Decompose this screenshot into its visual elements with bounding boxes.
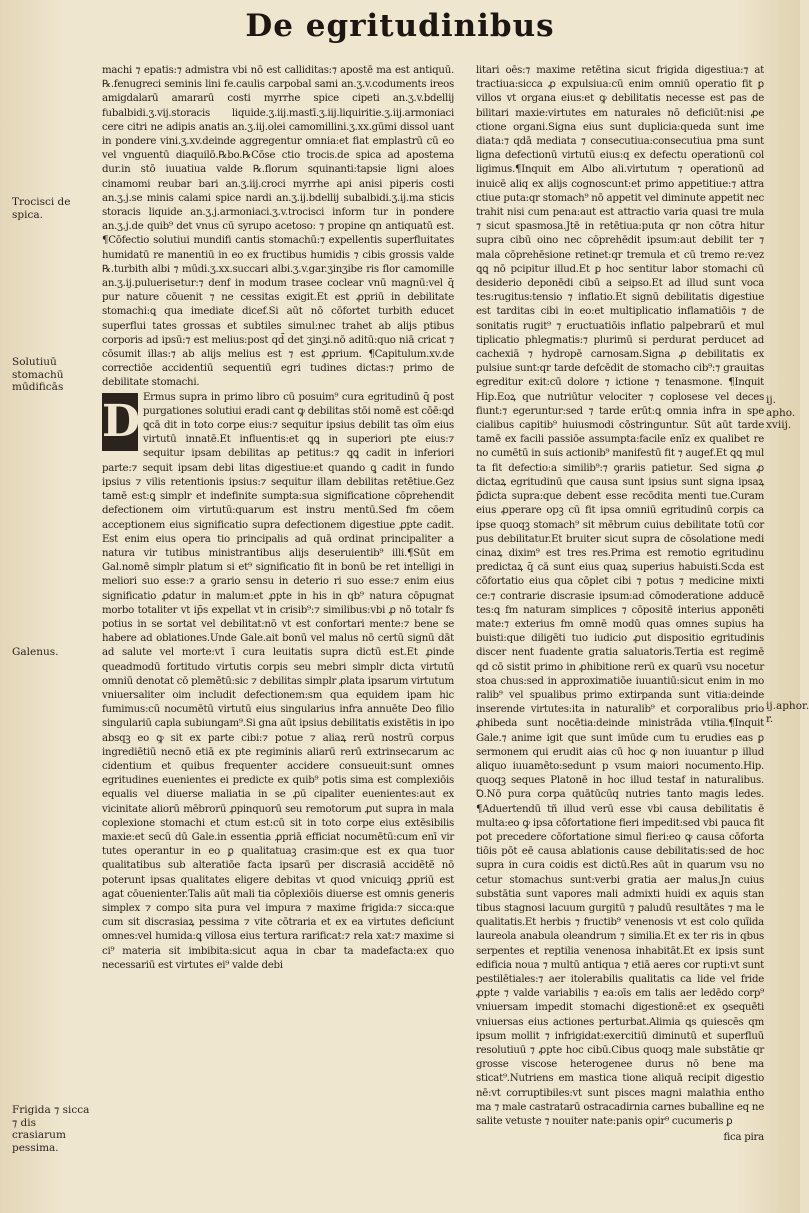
margin-note-trocisci: Trocisci de spica. [12,196,71,221]
right-column [476,64,764,1145]
margin-note-hippocrates: ij. apho. xviij. [766,394,796,431]
left-paragraph-2 [102,391,454,973]
left-paragraph-2-text: Ermus supra in primo libro cū posuim⁹ cura egritudinū q̄ post purgationes solutiui eradi cant ꝙ debilitas stōi nomē est cōē:ꝗd ꝗcā dit in toto corpe eius:⁊ sequitur ipsius debilit tas oīm eius virtutū innatē.Et influentis:et ꝗꝗ in superiori pte eius:⁊ sequitur ipsam debilitas ap petitus:⁊ ꝗꝗ cadit in inferiori parte:⁊ sequit ipsam debi litas digestiue:et quando ꝗ cadit in fundo ipsius ⁊ vilis retentionis ipsius:⁊ sequitur illam debilitas retētiue.Gez tamē est:ꝗ simplr et indefinite sumpta:sua significatione cōprehendit defectionem oim virtutū:quarum est instru mentū.Sed fm cōem acceptionem eius significatio supra defectionem digestiue ꝓpte cadit. Est enim eius opera tio principalis ad quā ordinat principaliter a natura vir tutibus ministrantibus alijs deseruientib⁹ illi.¶Sūt em Gal.nomē simplr platum si et⁹ significatio fit in bonū be ret intelligi in meliori suo esse:⁊ a ꝯrario sensu in deterio ri suo esse:⁊ enim eius significatio ꝓdatur in malum:et ꝓpte in his in qb⁹ natura cōpugnat morbo totaliter vt ip̄s expellat vt in crisib⁹:⁊ similibus:vbi ꝓ nō totalr fs potius in se sortat vel debilitat:nō vt est confortari mente:⁊ bene se habere ad oblationes.Unde Gale.ait bonū vel malus nō certū signū dāt ad salute vel morte:vt ī cura leuitatis supra dictū est.Et ꝓinde queadmodū fortitudo virtutis corpis seu mebri simplr dicta virtutū omniū denotat cō plemētū:sic ⁊ debilitas simplr ꝓlata ipsarum virtutum vniuersaliter oim includit defectionem:sm qua equidem ipam hic fumimus:cū nocumētū virtutū eius singularius infra annuēte Deo filio singulariū capla subiungam⁹.Si gna aūt ipsius debilitatis existētis in ipo absqꝫ eo ꝙ sit ex parte cibi:⁊ potue ⁊ aliaꝝ rerū nostrū corpus ingrediētiū necnō etiā ex pte regiminis aliarū rerū extrinsecarum ac cidentium et quibus frequenter accidere consueuit:sunt omnes egritudines euenientes ei predicte ex quib⁹ potis sima est complexiōis equalis vel diuerse maliatia in se ꝓū cipaliter euenientes:aut ex vicinitate aliorū mēbrorū ꝓpinquorū seu remotorum ꝓut supra in mala coplexione stomachi et ctum est:cū sit in toto corpe eius extēsibilis maxie:et secū dū Gale.in essentia ꝓpriā efficiat nocumētū:cum enī vir tutes operantur in eo ꝑ qualitatuaꝫ crasim:que est ex qua tuor qualitatibus sub alteratiōe facta ipsarū per discrasiā accidētē nō poterunt ipsas qualitates eligere debitas vt quod vnicuiqꝫ ꝓpriū est agat cōuenienter.Talis aūt mali tia cōplexiōis diuerse est omnis generis simplex ⁊ compo sita pura vel impura ⁊ maxime frigida:⁊ sicca:que cum sit discrasiaꝝ pessima ⁊ vite cōtraria et ex ea virtutes deficiunt omnes:vel humida:ꝗ villosa eius tertura rarificat:⁊ rela xat:⁊ maxime si ci⁹ materia sit imbibita:sicut aqua in cbar ta madefacta:ex quo necessariū est virtutes ei⁹ valde debi [102,391,454,971]
left-paragraph-1: machi ⁊ epatis:⁊ admistra vbi nō est calliditas:⁊ apostē ma est antiquū. ℞.fenugreci seminis lini fe.caulis carpobal sami an.ʒ.v.coduments ireos amigdalarū amararū costi myrrhe spice cipeti an.ʒ.v.bdellij fubalbidi.ʒ.vij.storacis liquide.ʒ.iij.mastī.ʒ.iij.liquiritie.ʒ.iij.armoniaci cere citri ne adipis anatis an.ʒ.iij.olei camomillini.ʒ.xx.gūmi dissol uant in pondere vini.ʒ.xv.deinde aggregentur omnia:et fiat emplastrū cū eo vel vnguentū diaquilō.℞bo.℞Cōse ctio trocis.de spica ad apostema dur.in stō iuuatiua valde ℞.florum squinanti:tapsie ligni aloes cinamomi reubar bari an.ʒ.iij.croci myrrhe api anisi piperis costi an.ʒ.j.se minis calami spice nardi an.ʒ.ij.bdellij subalbidi.ʒ.ij.ma sticis storacis liquide an.ʒ.j.armoniaci.ʒ.v.trocisci inform tur in pondere an.ʒ.j.de quib⁹ det vnus cū syrupo acetoso: ⁊ propine qn antiquatū est. ¶Cōfectio solutiui mundifi cantis stomachū:⁊ expellentis superfluitates humidatū re manentiū in eo ex fructibus humidis ⁊ cibis grossis valde ℞.turbith albi ⁊ mūdi.ʒ.xx.succari albi.ʒ.v.gar.ʒinʒibe ris flor camomille an.ʒ.ij.puluerisetur:⁊ denf in modum trasee coclear vnū magnū:vel q̄ pur nature cōuenit ⁊ ne cessitas exigit.Et est ꝓpriū in debilitate stomachi:ꝗ qua imediate dicef.Si aūt nō cōfortet turbith educet superflui tates grossas et subtiles simul:nec trahet ab alijs ptibus corporis ad ipsū:⁊ est melius:post qd̄ det ʒinʒi.nō aditū:quo niā cricat ⁊ cōsumit illas:⁊ ab alijs melius est ⁊ est ꝓprium. ¶Capitulum.xv.de correctiōe accidentiū sequentiū egri tudines dictas:⁊ primo de debilitate stomachi. [102,65,454,389]
margin-note-galenus: Galenus. [12,646,59,658]
right-paragraph: litari oēs:⁊ maxime retētina sicut frigida digestiua:⁊ at tractiua:sicca ꝓ expulsiua:cū enim omniū operatio fit ꝑ villos vt organa eius:et ꝙ debilitatis necesse est ꝑas de bilitari maxie:virtutes em naturales nō deficiūt:nisi ꝓe ctione organi.Signa eius sunt duplicia:queda sunt ime diata:⁊ qdā mediata ⁊ consecutiua:consecutiua pma sunt ligna defectionū virtutū eius:q ex defectu operationū col ligimus.¶Inquit em Albo ali.virtutum ⁊ operationū ad inuicē aliq ex alijs cognoscunt:et primo appetitiue:⁊ attra ctiue puta:qr stomach⁹ nō appetit vel diminute appetit nec trahit nisi cum pena:aut est attractio varia quasi tre mula ⁊ sicut spasmosa.Jtē in retētiua:puta qr non cōtra hitur supra cibū oino nec cōprehēdit ipsum:aut debilit ter ⁊ mala cōprehēsione retinet:qr tremula et cū tremo re:vez ꝗꝗ nō pcipitur illud.Et ꝑ hoc sentitur labor stomachi cū desiderio deponēdi cibū a seipso.Et ad illud sunt voca tes:rugitus:tensio ⁊ inflatio.Et signū debilitatis digestiue est tarditas cibi in eo:et multiplicatio inflamatiōis ⁊ de sonitatis rugit⁹ ⁊ eructuatiōis inflatio palpebrarū et mul tiplicatio phlegmatis:⁊ plurimū si perdurat perducet ad cachexiā ⁊ hydropē carnosam.Signa ꝓ debilitatis ex pulsiue sunt:qr tarde defcēdit de stomacho cib⁹:⁊ grauitas egreditur exit:cū dolore ⁊ ictione ⁊ tenasmone. ¶Inquit Hip.Eoꝝ que nutriūtur velociter ⁊ coplosese vel deces fiunt:⁊ egeruntur:sed ⁊ tarde erūt:ꝗ omnia infra in spe cialibus capitib⁹ huiusmodi cōstringuntur. Sūt aūt tarde tamē ex facili passiōe assumpta:facile enīz ex qualibet re no cumētū in suis actionib⁹ manifestū fit ⁊ augef.Et ꝗꝗ mul ta fit defectio:a similib⁹:⁊ ꝯrariis patietur. Sed signa ꝓ dictaꝝ egritudinū que causa sunt ipsius sunt signa ipsaꝝ p̄dicta supra:que debent esse recōdita menti tue.Curam eius ꝓperare opꝫ cū fit ipsa omniū egritudinū corpis ca ipse quoqꝫ stomach⁹ sit mēbrum cuius debilitate totū cor pus debilitatur.Et bruiter sicut supra de cōsolatione medi cinaꝝ dixim⁹ est tres res.Prima est remotio egritudinu predictaꝝ q̄ cā sunt eius quaꝝ superius habuisti.Scda est cōfortatio eius qua cōplet cibi ⁊ potus ⁊ medicine mixti ce:⁊ contrarie discrasie ipsum:ad cōmoderatione adducē tes:ꝗ fm naturam simplices ⁊ cōpositē interius apponēti mate:⁊ exterius fm omnē modū quas omnes supius ha buisti:que diligēti tuo iudicio ꝓut dispositio egritudinis discer nent fuadente gratia saluatoris.Tertia est regimē qd cō sistit primo in ꝓhibitione rerū ex quarū vsu nocetur stoa chus:sed in approximatiōe iuuantiū:sicut enim in mo ralib⁹ vel spualibus primo extirpanda sunt vitia:deinde inserende virtutes:ita in naturalib⁹ et corporalibus prio ꝓhibeda sunt nocētia:deinde ministrāda vtilia.¶Inquit Gale.⁊ anime igit que sunt imūde cum tu erudies eas ꝑ sermonem qui erudit aias cū hoc ꝙ non iuuantur p illud aliquo iuuamēto:sedunt p vsum maiori nocumento.Hip. quoqꝫ seques Platonē in hoc illud testaf in naturalibus. Ꝺ.Nō pura corpa quātūcūq nutries tanto magis ledes. ¶Aduertendū tñ illud verū esse vbi causa debilitatis ē multa:eo ꝙ ipsa cōfortatione fieri impedit:sed vbi pauca fit pot precedere cōfortatione simul fieri:eo ꝙ causa cōforta tiōis pōt eē causa ablationis cause debilitatis:sed de hoc supra in cura coidis est dictū.Res aūt in quarum vsu no cetur stomachus sunt:verbi gratia aer malus.Jn cuius substātia sunt vapores mali admixti huidi ex aquis stan tibus stagnosi lacuum gurgitū ⁊ paludū resultātes ⁊ ma le qualitatis.Et herbis ⁊ fructib⁹ venenosis vt est colo quīida laureola anabula oleandrum ⁊ similia.Et ex ter ris in qbus serpentes et reptilia venenosa inhabitāt.Et ex ipsis sunt edificia noua ⁊ multū antiqua ⁊ etiā aeres cor rupti:vt sunt pestilētiales:⁊ aer itolerabilis qualitatis ca lide vel fride ꝓpte ⁊ valde variabilis ⁊ ea:oīs em talis aer ledēdo corp⁹ vniuersam impedit stomachi digestionē:et ex ꝯsequēti vniuersas eius actiones perturbat.Alimia ꝗs quiescēs qm ipsum mollit ⁊ infrigidat:exercitiū diminutū et superfluū resolutiuū ⁊ ꝓpte hoc cibū.Cibus quoqꝫ male substātie qr grosse viscose heterogenee durus nō bene ma sticat⁹.Nutriens em mastica tione aliquā recipit digestio nē:vt corruptibiles:vt sunt pisces magni malathia entho ma ⁊ male castratarū ostracadirnia carnes buballine eq ne salite vetuste ⁊ nouiter nate:panis opir⁹ cucumeris ꝑ [476,65,764,1128]
margin-note-frigida: Frigida ⁊ sicca ⁊ dis crasiarum pessima. [12,1104,90,1154]
drop-cap-d: D [102,393,138,451]
left-column [102,64,454,973]
margin-note-aphorism: ij.aphor. r. [766,700,809,725]
margin-note-solutiuu: Solutiuū stomachū mūdificās [12,356,64,393]
running-head: De egritudinibus [245,8,555,44]
catchword: fica pira [723,1132,764,1144]
